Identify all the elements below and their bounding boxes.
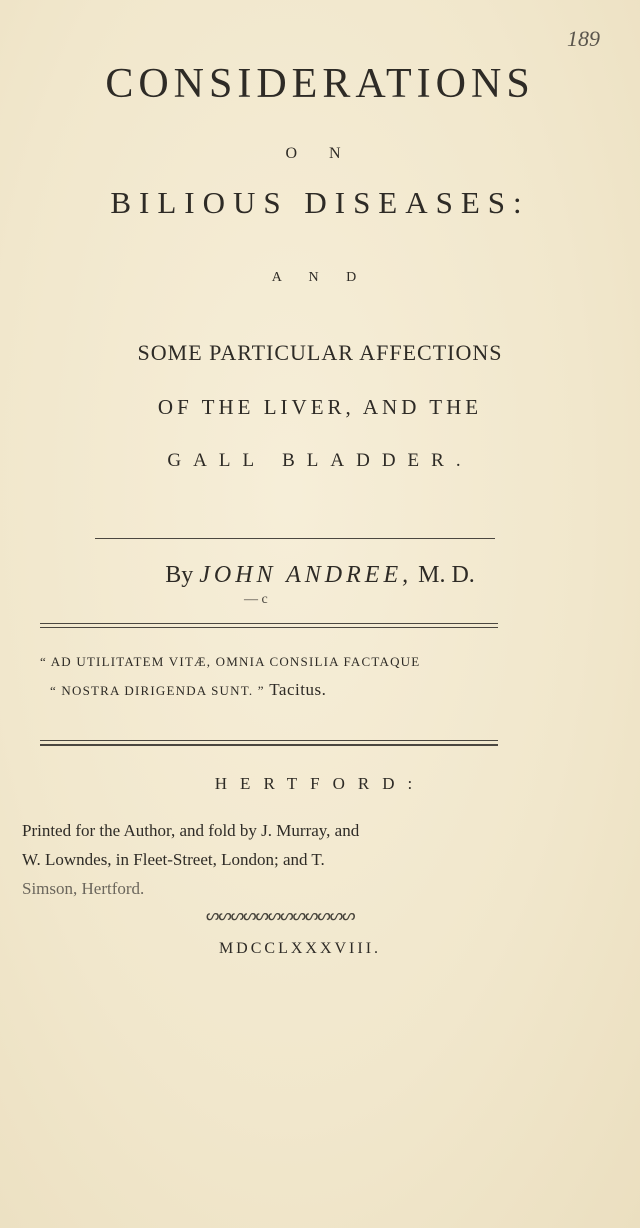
rule-above-author bbox=[95, 538, 495, 539]
rule-above-imprint-top bbox=[40, 740, 498, 741]
author-name: JOHN ANDREE, bbox=[199, 562, 413, 588]
imprint-line-1: Printed for the Author, and fold by J. Murray, and bbox=[22, 821, 360, 840]
publication-date: MDCCLXXXVIII. bbox=[218, 940, 382, 957]
imprint-line-3: Simson, Hertford. bbox=[22, 879, 145, 898]
imprint-place: HERTFORD: bbox=[214, 774, 426, 793]
title-and: A N D bbox=[271, 270, 369, 285]
printers-ornament: ᔕᔕᔕᔕᔕᔕᔕᔕᔕᔕᔕᔕ bbox=[206, 908, 355, 924]
double-rule-top bbox=[40, 623, 498, 624]
author-flourish: — c bbox=[244, 592, 268, 607]
imprint-line-2: W. Lowndes, in Fleet-Street, London; and T. bbox=[22, 850, 325, 869]
rule-above-imprint-bottom bbox=[40, 744, 498, 746]
author-line bbox=[0, 562, 640, 589]
epigraph-attribution: Tacitus. bbox=[269, 680, 327, 699]
subtitle-line-3: GALL BLADDER. bbox=[167, 450, 473, 471]
book-subject: BILIOUS DISEASES: bbox=[110, 185, 530, 220]
book-title: CONSIDERATIONS bbox=[105, 61, 535, 107]
epigraph-text: “ NOSTRA DIRIGENDA SUNT. ” bbox=[50, 683, 265, 698]
title-on: O N bbox=[285, 145, 355, 162]
double-rule-bottom bbox=[40, 627, 498, 628]
subtitle-line-2: OF THE LIVER, AND THE bbox=[157, 395, 483, 419]
epigraph-line-2 bbox=[50, 680, 326, 700]
subtitle-line-1: SOME PARTICULAR AFFECTIONS bbox=[137, 340, 503, 365]
epigraph-line-1: “ AD UTILITATEM VITÆ, OMNIA CONSILIA FACTAQUE bbox=[40, 654, 421, 669]
author-prefix: By bbox=[165, 562, 194, 588]
shelf-mark: 189 bbox=[567, 26, 600, 51]
author-degree: M. D. bbox=[418, 562, 475, 588]
